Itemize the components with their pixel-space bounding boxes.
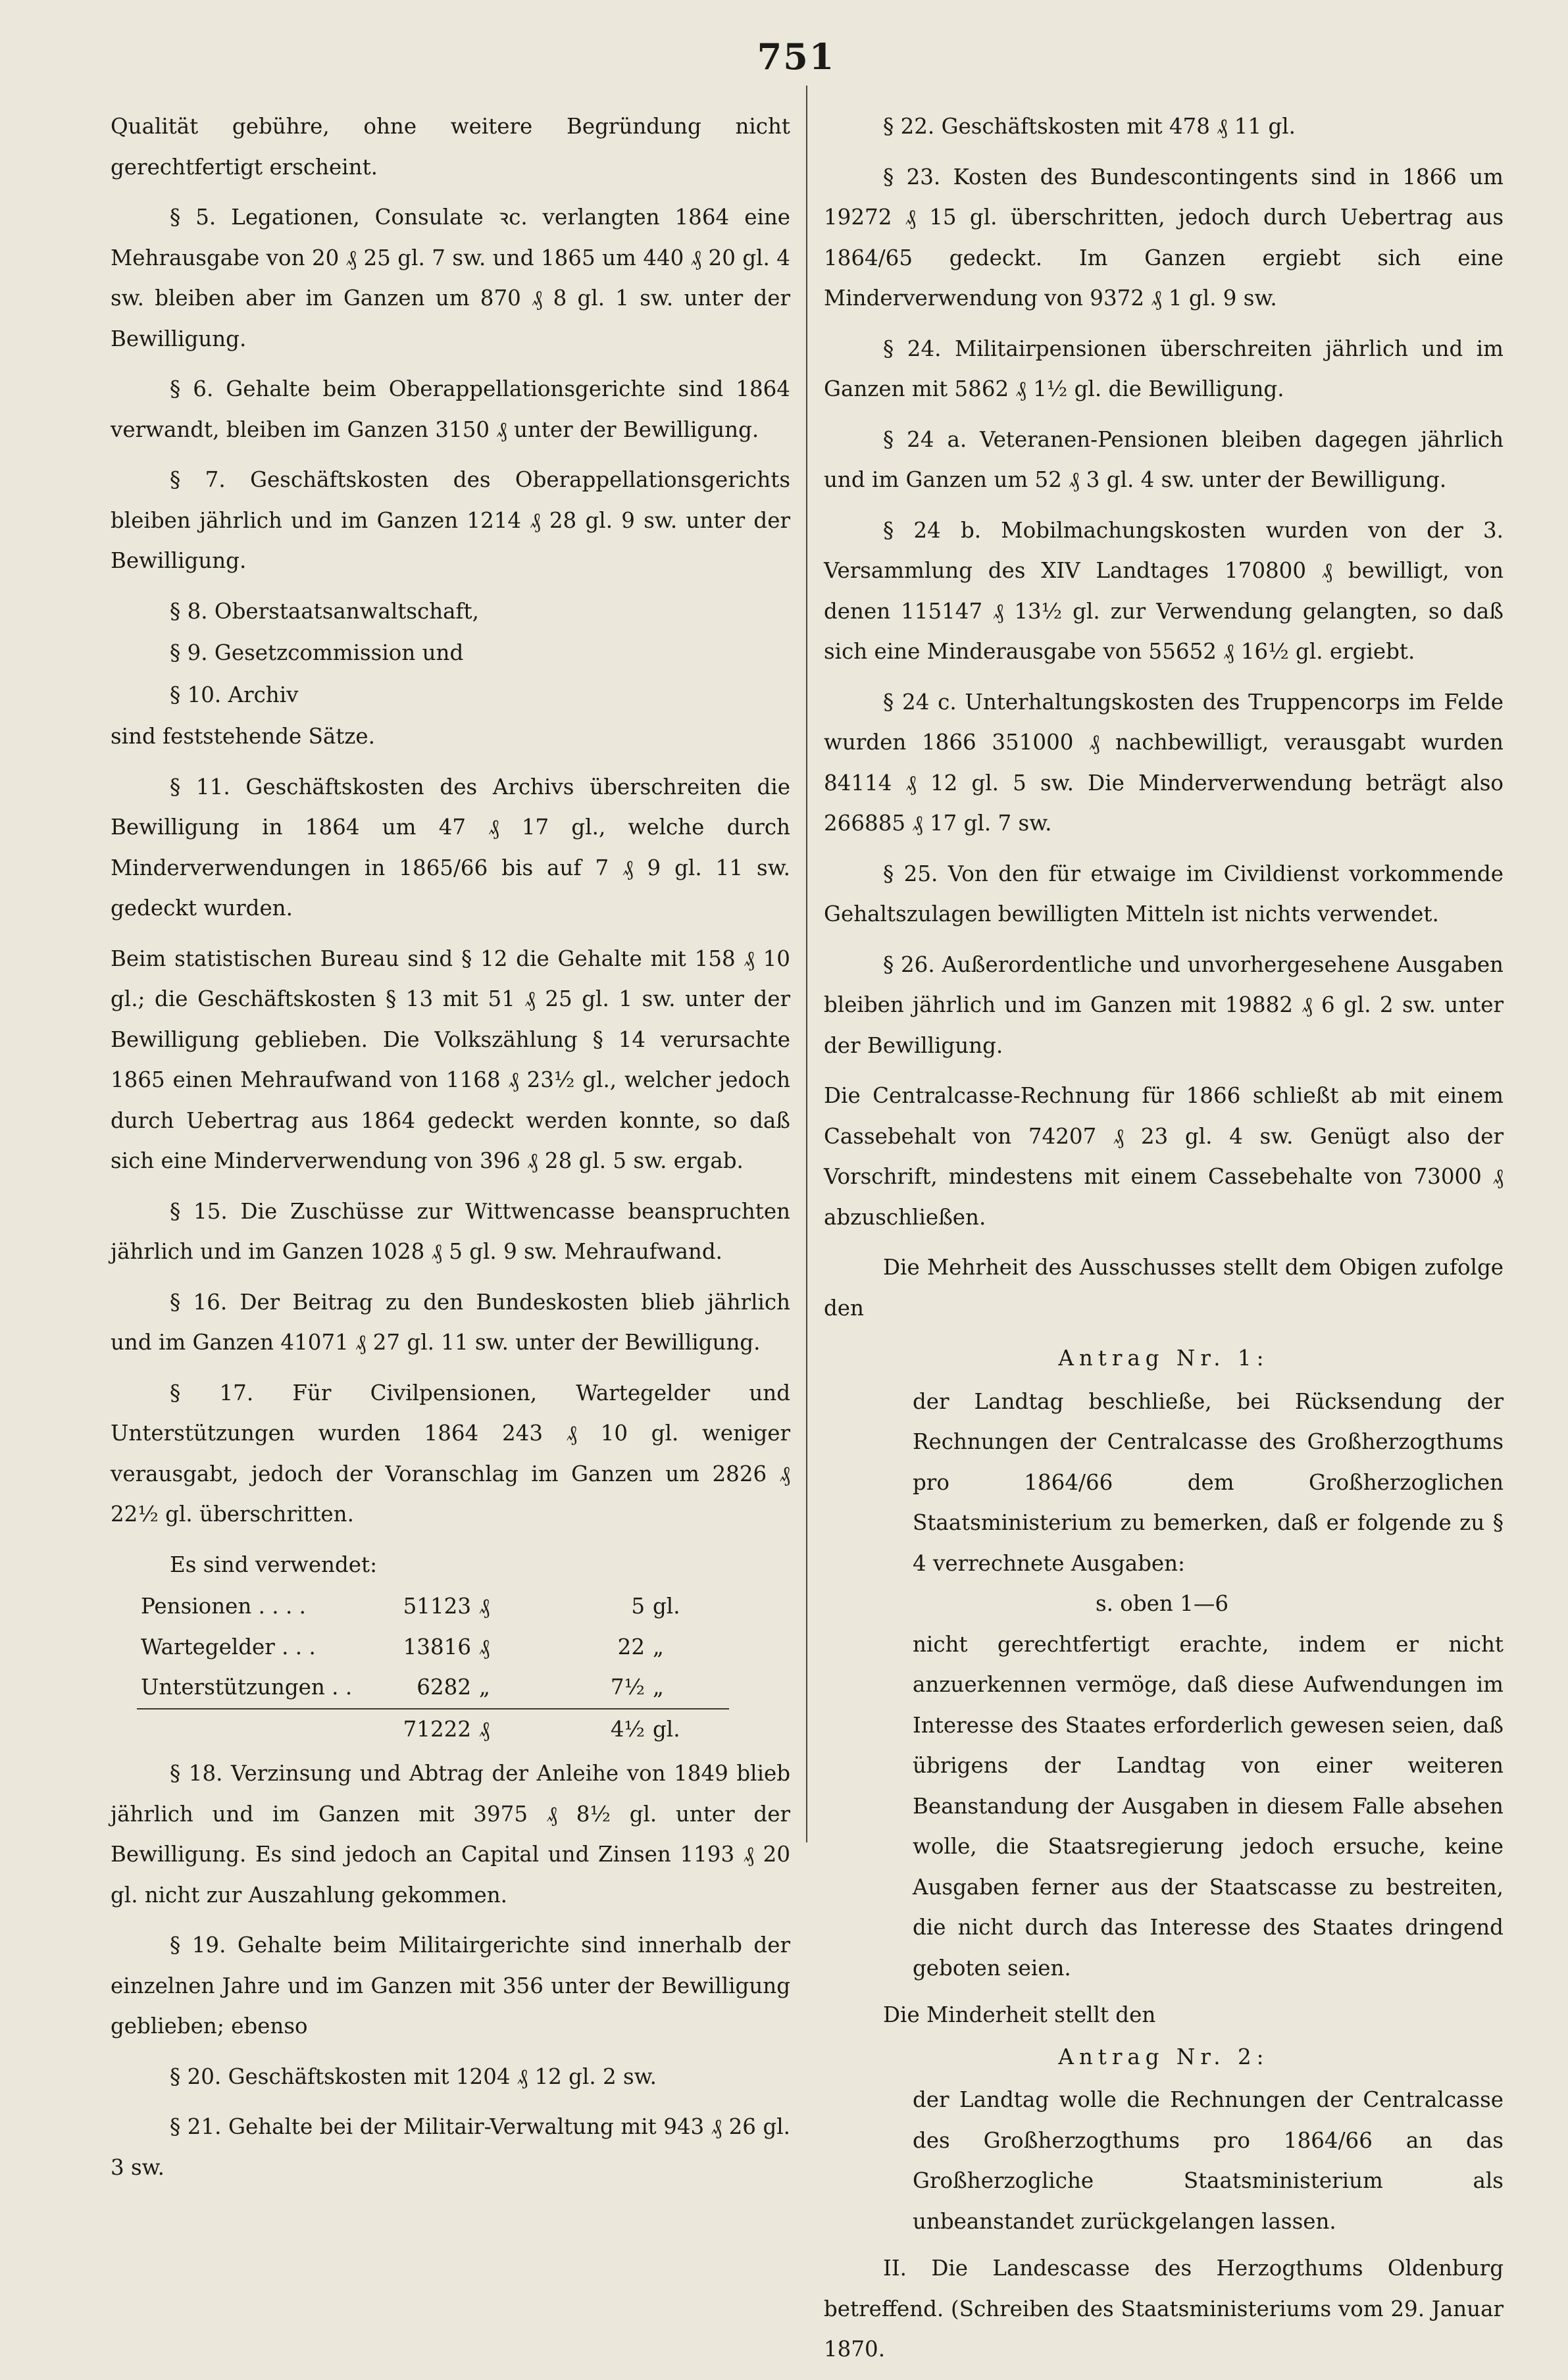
motion-1-reference: s. oben 1—6 [1095, 1591, 1229, 1616]
paragraph-s10: § 10. Archiv [170, 682, 299, 707]
table-cell-unit: ₰ [475, 1709, 555, 1750]
table-sum-row [137, 1709, 729, 1750]
motion-1-heading: Antrag Nr. 1: [1058, 1346, 1269, 1371]
paragraph-s16: § 16. Der Beitrag zu den Bundeskosten blieb jährlich und im Ganzen 41071 ₰ 27 gl. 11 sw. unter der Bewilligung. [111, 1289, 790, 1355]
table-cell-unit: ₰ [479, 1594, 490, 1619]
table-cell-amount: 71222 [382, 1709, 475, 1750]
paragraph-s23: § 23. Kosten des Bundescontingents sind in 1866 um 19272 ₰ 15 gl. überschritten, jedoch durch Uebertrag aus 1864/65 gedeckt. Im Ganzen ergiebt sich eine Minderverwendung von 9372 ₰ 1 gl. 9 sw. [824, 164, 1504, 311]
paragraph-s24a: § 24 a. Veteranen-Pensionen bleiben dagegen jährlich und im Ganzen um 52 ₰ 3 gl. 4 sw. unter der Bewilligung. [824, 426, 1504, 492]
page-number: 751 [757, 36, 836, 78]
table-cell-unit: ₰ [479, 1634, 490, 1659]
table-cell-fraction: 4½ [555, 1709, 649, 1750]
motion-1-text-b: nicht gerechtfertigt erachte, indem er nicht anzuerkennen vermöge, daß diese Aufwendungen im Interesse des Staates erforderlich gewesen seien, daß übrigens der Landtag von einer weiteren Beanstandung der Ausgaben in diesem Falle absehen wolle, die Staatsregierung jedoch ersuche, keine Ausgaben ferner aus der Staatscasse zu bestreiten, die nicht durch das Interesse des Staates dringend geboten seien. [913, 1631, 1504, 1981]
expenditure-table [137, 1586, 729, 1750]
table-cell-amount: 6282 [417, 1675, 471, 1700]
motion-2-heading: Antrag Nr. 2: [1058, 2044, 1269, 2069]
paragraph-s8: § 8. Oberstaatsanwaltschaft, [170, 598, 479, 624]
table-cell-unit: „ [653, 1675, 664, 1700]
paragraph-s5: § 5. Legationen, Consulate ꝛc. verlangten 1864 eine Mehrausgabe von 20 ₰ 25 gl. 7 sw. und 1865 um 440 ₰ 20 gl. 4 sw. bleiben aber im Ganzen um 870 ₰ 8 gl. 1 sw. unter der Bewilligung. [111, 205, 790, 351]
table-cell-amount: 13816 [403, 1634, 471, 1659]
table-cell-label: Pensionen . . . . [141, 1594, 306, 1619]
section-II-heading: II. Die Landescasse des Herzogthums Oldenburg betreffend. (Schreiben des Staatsministeriums vom 29. Januar 1870. [824, 2256, 1504, 2362]
paragraph-s10-continuation: sind feststehende Sätze. [111, 724, 375, 749]
left-column [111, 107, 790, 2198]
paragraph-s20: § 20. Geschäftskosten mit 1204 ₰ 12 gl. 2 sw. [170, 2064, 657, 2089]
paragraph-s24: § 24. Militairpensionen überschreiten jährlich und im Ganzen mit 5862 ₰ 1½ gl. die Bewilligung. [824, 336, 1504, 401]
table-row [137, 1667, 729, 1709]
table-row [137, 1586, 729, 1627]
table-cell-fraction: 5 [631, 1594, 645, 1619]
table-cell-label: Wartegelder . . . [141, 1634, 316, 1659]
table-cell-amount: 51123 [403, 1594, 471, 1619]
table-cell-label [137, 1709, 382, 1750]
paragraph-s22: § 22. Geschäftskosten mit 478 ₰ 11 gl. [883, 114, 1296, 139]
table-cell-unit: gl. [649, 1709, 729, 1750]
column-divider [806, 86, 807, 1842]
paragraph-s7: § 7. Geschäftskosten des Oberappellationsgerichts bleiben jährlich und im Ganzen 1214 ₰ 28 gl. 9 sw. unter der Bewilligung. [111, 467, 790, 573]
paragraph-s6: § 6. Gehalte beim Oberappellationsgerichte sind 1864 verwandt, bleiben im Ganzen 3150 ₰ unter der Bewilligung. [111, 376, 790, 442]
paragraph-majority: Die Mehrheit des Ausschusses stellt dem Obigen zufolge den [824, 1255, 1504, 1321]
paragraph-s15: § 15. Die Zuschüsse zur Wittwencasse beanspruchten jährlich und im Ganzen 1028 ₰ 5 gl. 9 sw. Mehraufwand. [111, 1198, 790, 1264]
motion-2-text: der Landtag wolle die Rechnungen der Centralcasse des Großherzogthums pro 1864/66 an das Großherzogliche Staatsministerium als unbeanstandet zurückgelangen lassen. [913, 2087, 1504, 2234]
paragraph-continuation: Qualität gebühre, ohne weitere Begründung nicht gerechtfertigt erscheint. [111, 114, 790, 180]
paragraph-s24c: § 24 c. Unterhaltungskosten des Truppencorps im Felde wurden 1866 351000 ₰ nachbewilligt, verausgabt wurden 84114 ₰ 12 gl. 5 sw. Die Minderverwendung beträgt also 266885 ₰ 17 gl. 7 sw. [824, 689, 1504, 836]
table-cell-fraction: 22 [617, 1634, 645, 1659]
table-cell-label: Unterstützungen . . [141, 1675, 353, 1700]
motion-1-text-a: der Landtag beschließe, bei Rücksendung der Rechnungen der Centralcasse des Großherzogthums pro 1864/66 dem Großherzoglichen Staatsministerium zu bemerken, daß er folgende zu § 4 verrechnete Ausgaben: [913, 1388, 1504, 1576]
paragraph-centralcasse: Die Centralcasse-Rechnung für 1866 schließt ab mit einem Cassebehalt von 74207 ₰ 23 gl. 4 sw. Genügt also der Vorschrift, mindestens mit einem Cassebehalte von 73000 ₰ abzuschließen. [824, 1083, 1504, 1230]
motion-1-text [913, 1382, 1504, 1989]
paragraph-s9: § 9. Gesetzcommission und [170, 640, 464, 665]
paragraph-s25: § 25. Von den für etwaige im Civildienst vorkommende Gehaltszulagen bewilligten Mitteln ist nichts verwendet. [824, 861, 1504, 926]
paragraph-s19: § 19. Gehalte beim Militairgerichte sind innerhalb der einzelnen Jahre und im Ganzen mit 356 unter der Bewilligung geblieben; ebenso [111, 1933, 790, 2038]
paragraph-s17: § 17. Für Civilpensionen, Wartegelder und Unterstützungen wurden 1864 243 ₰ 10 gl. weniger verausgabt, jedoch der Voranschlag im Ganzen um 2826 ₰ 22½ gl. überschritten. [111, 1380, 790, 1527]
paragraph-s18: § 18. Verzinsung und Abtrag der Anleihe von 1849 blieb jährlich und im Ganzen mit 3975 ₰ 8½ gl. unter der Bewilligung. Es sind jedoch an Capital und Zinsen 1193 ₰ 20 gl. nicht zur Auszahlung gekommen. [111, 1761, 790, 1908]
table-cell-unit: „ [479, 1675, 490, 1700]
paragraph-s26: § 26. Außerordentliche und unvorhergesehene Ausgaben bleiben jährlich und im Ganzen mit 19882 ₰ 6 gl. 2 sw. unter der Bewilligung. [824, 951, 1504, 1058]
paragraph-s11: § 11. Geschäftskosten des Archivs überschreiten die Bewilligung in 1864 um 47 ₰ 17 gl., welche durch Minderverwendungen in 1865/66 bis auf 7 ₰ 9 gl. 11 sw. gedeckt wurden. [111, 774, 790, 921]
paragraph-minority: Die Minderheit stellt den [883, 2002, 1156, 2027]
table-cell-unit: „ [653, 1634, 664, 1659]
table-cell-unit: gl. [653, 1594, 680, 1619]
table-cell-fraction: 7½ [610, 1675, 645, 1700]
paragraph-s24b: § 24 b. Mobilmachungskosten wurden von der 3. Versammlung des XIV Landtages 170800 ₰ bewilligt, von denen 115147 ₰ 13½ gl. zur Verwendung gelangten, so daß sich eine Minderausgabe von 55652 ₰ 16½ gl. ergiebt. [824, 517, 1504, 664]
paragraph-statistics-bureau: Beim statistischen Bureau sind § 12 die Gehalte mit 158 ₰ 10 gl.; die Geschäftskosten § 13 mit 51 ₰ 25 gl. 1 sw. unter der Bewilligung geblieben. Die Volkszählung § 14 verursachte 1865 einen Mehraufwand von 1168 ₰ 23½ gl., welcher jedoch durch Uebertrag aus 1864 gedeckt werden konnte, so daß sich eine Minderverwendung von 396 ₰ 28 gl. 5 sw. ergab. [111, 946, 790, 1173]
paragraph-s21: § 21. Gehalte bei der Militair-Verwaltung mit 943 ₰ 26 gl. 3 sw. [111, 2114, 790, 2180]
right-column [824, 107, 1504, 2380]
table-row [137, 1627, 729, 1668]
table-intro: Es sind verwendet: [170, 1552, 378, 1577]
